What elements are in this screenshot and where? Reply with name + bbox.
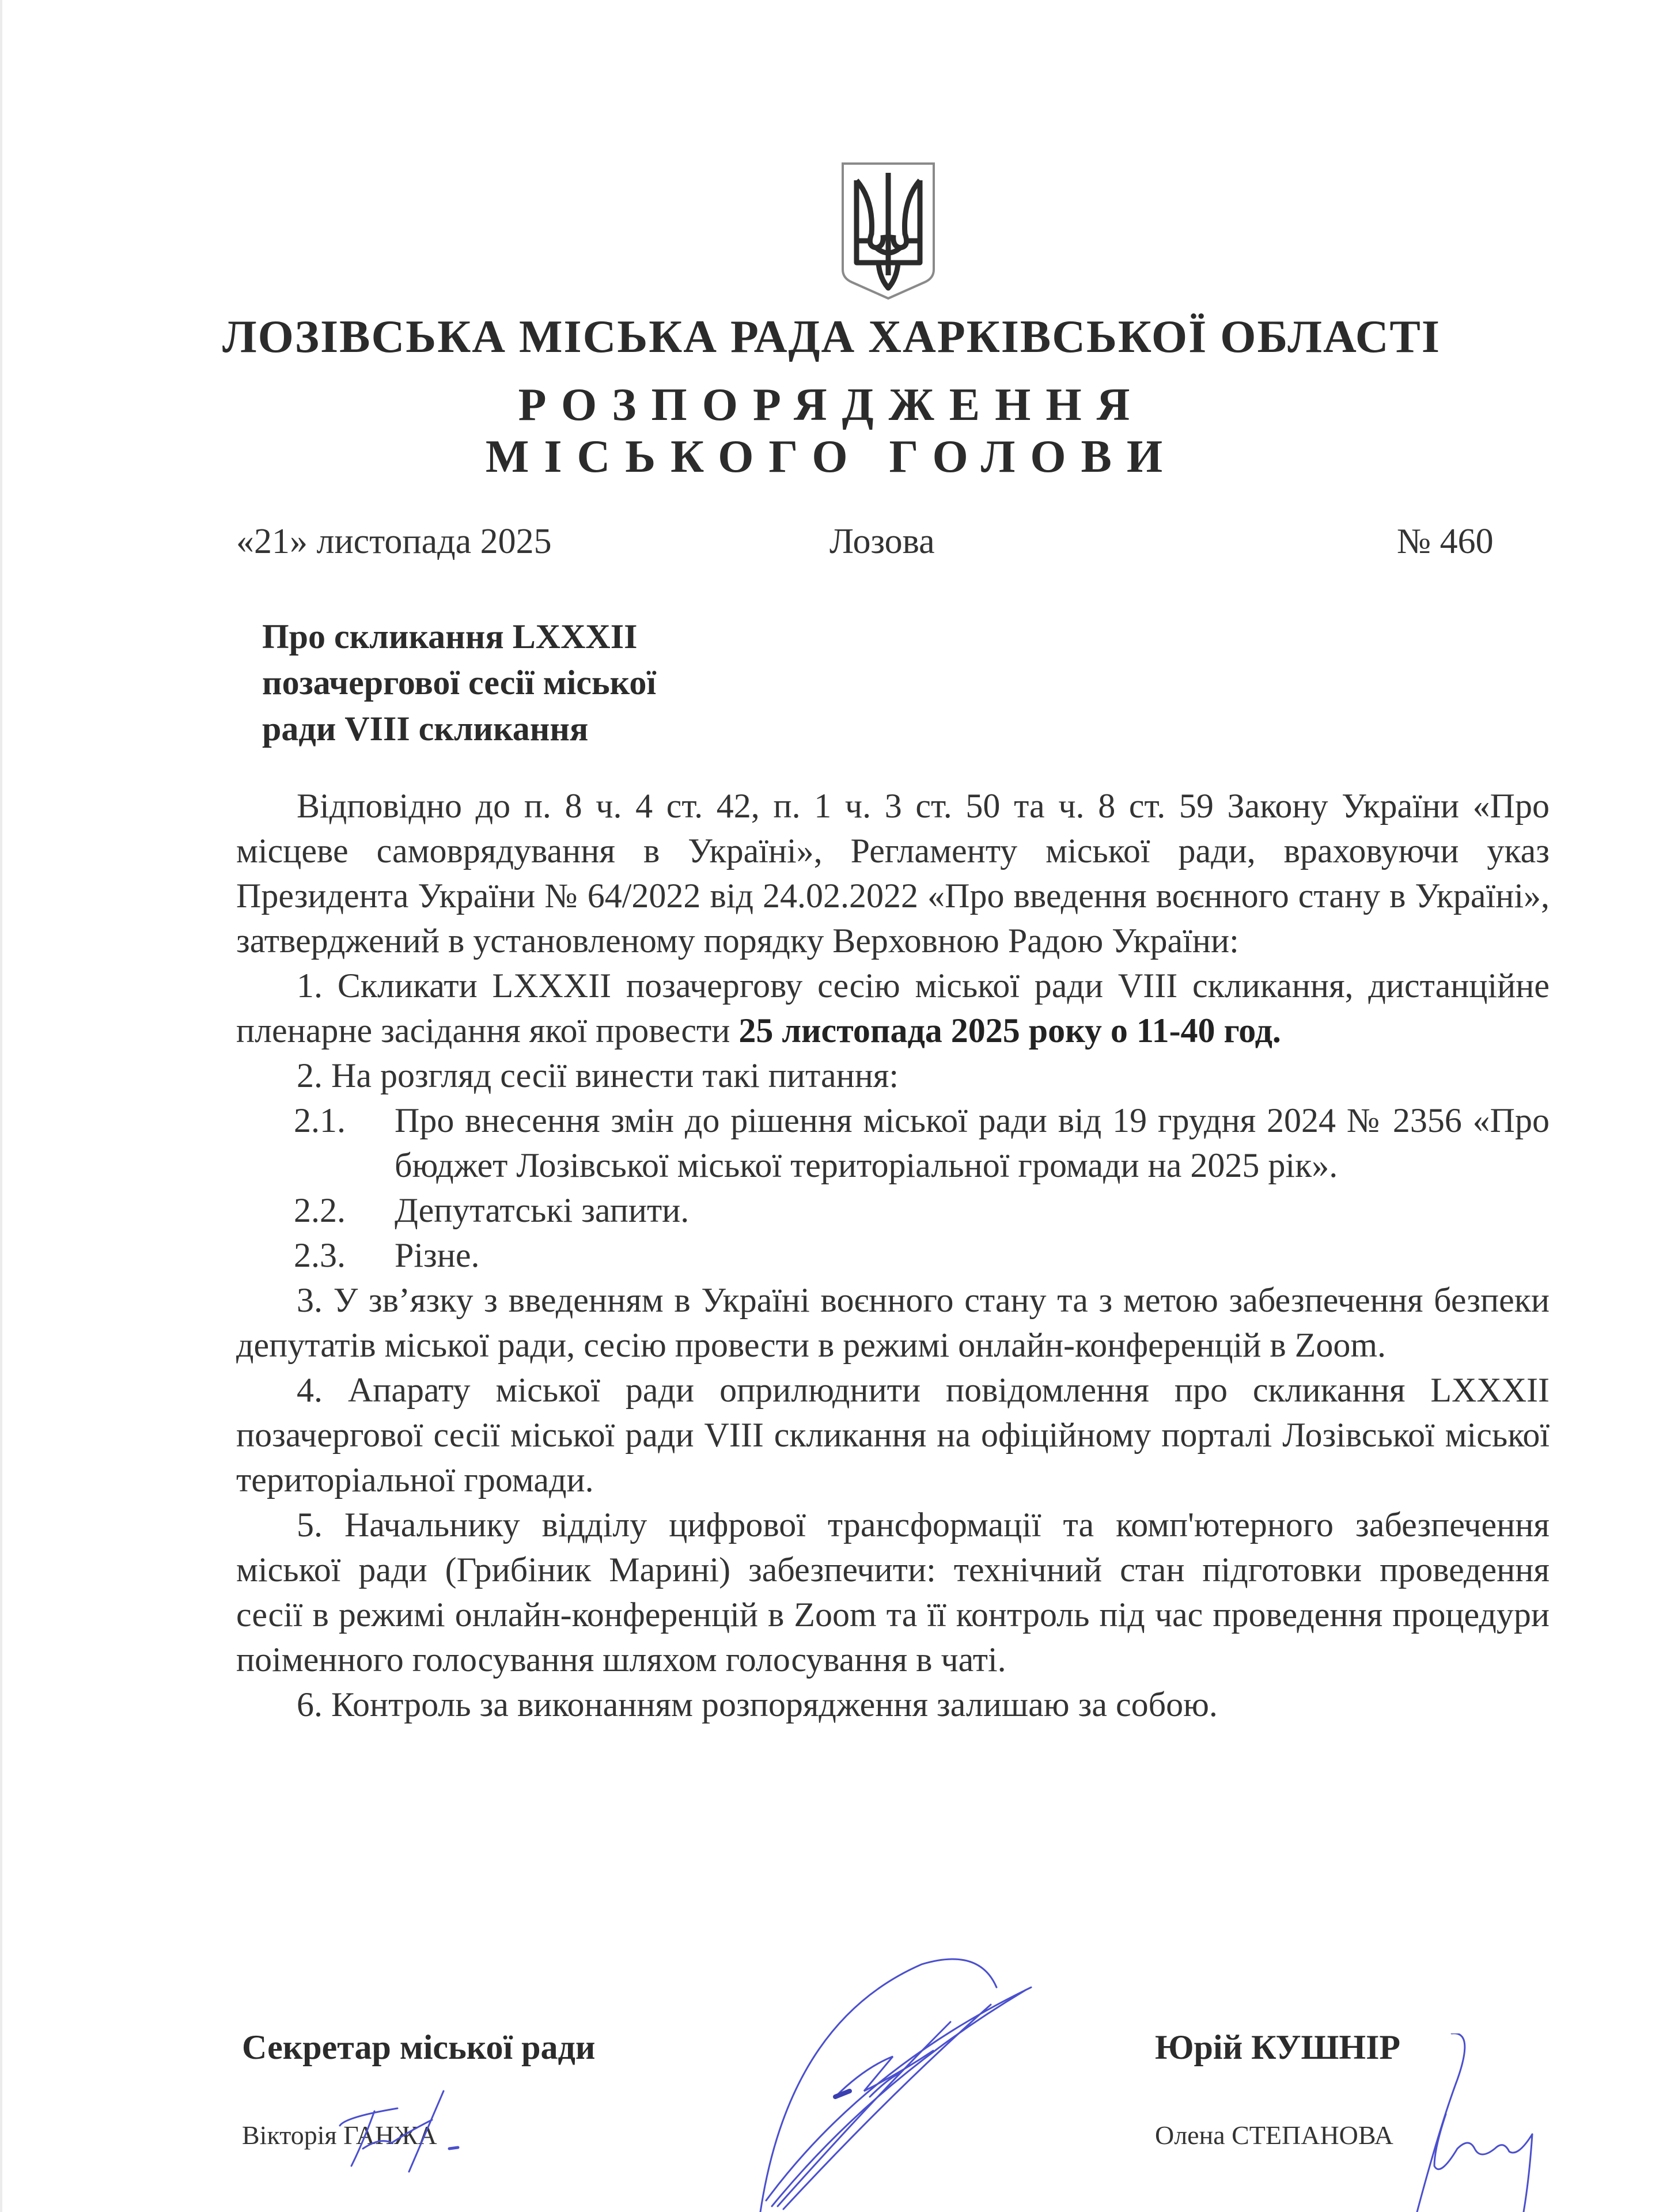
preparer-signature-icon — [1394, 2033, 1567, 2212]
sub-item-number: 2.3. — [294, 1236, 346, 1274]
doc-date: «21» листопада 2025 — [236, 522, 552, 561]
doc-type-header: РОЗПОРЯДЖЕННЯ — [518, 380, 1145, 430]
sub-item-text: Різне. — [395, 1236, 480, 1274]
subject-line: ради VIII скликання — [262, 710, 589, 748]
item-1 — [236, 963, 1550, 1053]
coat-of-arms-icon — [838, 160, 938, 301]
item-2: 2. На розгляд сесії винести такі питання: — [297, 1056, 899, 1094]
sub-item-text: Депутатські запити. — [395, 1191, 690, 1229]
preamble: Відповідно до п. 8 ч. 4 ст. 42, п. 1 ч. 3 ст. 50 та ч. 8 ст. 59 Закону України «Про місцеве самоврядування в Україні», Регламенту міської ради, враховуючи указ Президента України № 64/2022 від 24.02.2022 «Про введення воєнного стану в Україні», затверджений в установленому порядку Верховною Радою України: — [236, 787, 1550, 960]
doc-subject — [262, 613, 781, 752]
sub-item-number: 2.2. — [294, 1191, 346, 1229]
secretary-name: Вікторія ГАНЖА — [242, 2120, 437, 2150]
preparer-name: Олена СТЕПАНОВА — [1155, 2120, 1393, 2150]
doc-body — [236, 783, 1550, 1727]
item-1-datetime: 25 листопада 2025 року о 11-40 год. — [738, 1012, 1281, 1050]
mayor-signature-icon — [749, 1953, 1187, 2212]
council-header: ЛОЗІВСЬКА МІСЬКА РАДА ХАРКІВСЬКОЇ ОБЛАСТІ — [222, 312, 1441, 362]
doc-type-subheader: МІСЬКОГО ГОЛОВИ — [485, 431, 1178, 482]
sub-item-number: 2.1. — [294, 1101, 346, 1139]
sub-item — [236, 1188, 1550, 1233]
sub-item — [236, 1098, 1550, 1188]
subject-line: Про скликання LXXXII — [262, 618, 638, 656]
item-5: 5. Начальнику відділу цифрової трансформації та комп'ютерного забезпечення міської ради (Грибіник Марині) забезпечити: технічний стан підготовки проведення сесії в режимі онлайн-конференцій в Zoom та її контроль під час проведення процедури поіменного голосування шляхом голосування в чаті. — [236, 1506, 1550, 1679]
doc-city: Лозова — [829, 522, 935, 561]
item-6: 6. Контроль за виконанням розпорядження залишаю за собою. — [297, 1685, 1218, 1724]
doc-number: № 460 — [1397, 522, 1494, 561]
subject-line: позачергової сесії міської — [262, 664, 657, 702]
item-3: 3. У зв’язку з введенням в Україні воєнного стану та з метою забезпечення безпеки депутатів міської ради, сесію провести в режимі онлайн-конференцій в Zoom. — [236, 1281, 1550, 1364]
secretary-title: Секретар міської ради — [242, 2028, 596, 2066]
item-1-text: 1. Скликати LXXXII позачергову сесію міської ради VIII скликання, дистанційне пленарне засідання якої провести — [236, 967, 1550, 1050]
item-4: 4. Апарату міської ради оприлюднити повідомлення про скликання LXXXII позачергової сесії міської ради VIII скликання на офіційному порталі Лозівської міської територіальної громади. — [236, 1371, 1550, 1499]
sub-item — [236, 1233, 1550, 1278]
secretary-signature-icon — [328, 2085, 478, 2189]
sub-item-text: Про внесення змін до рішення міської ради від 19 грудня 2024 № 2356 «Про бюджет Лозівської міської територіальної громади на 2025 рік». — [395, 1101, 1550, 1184]
mayor-name: Юрій КУШНІР — [1155, 2028, 1401, 2066]
